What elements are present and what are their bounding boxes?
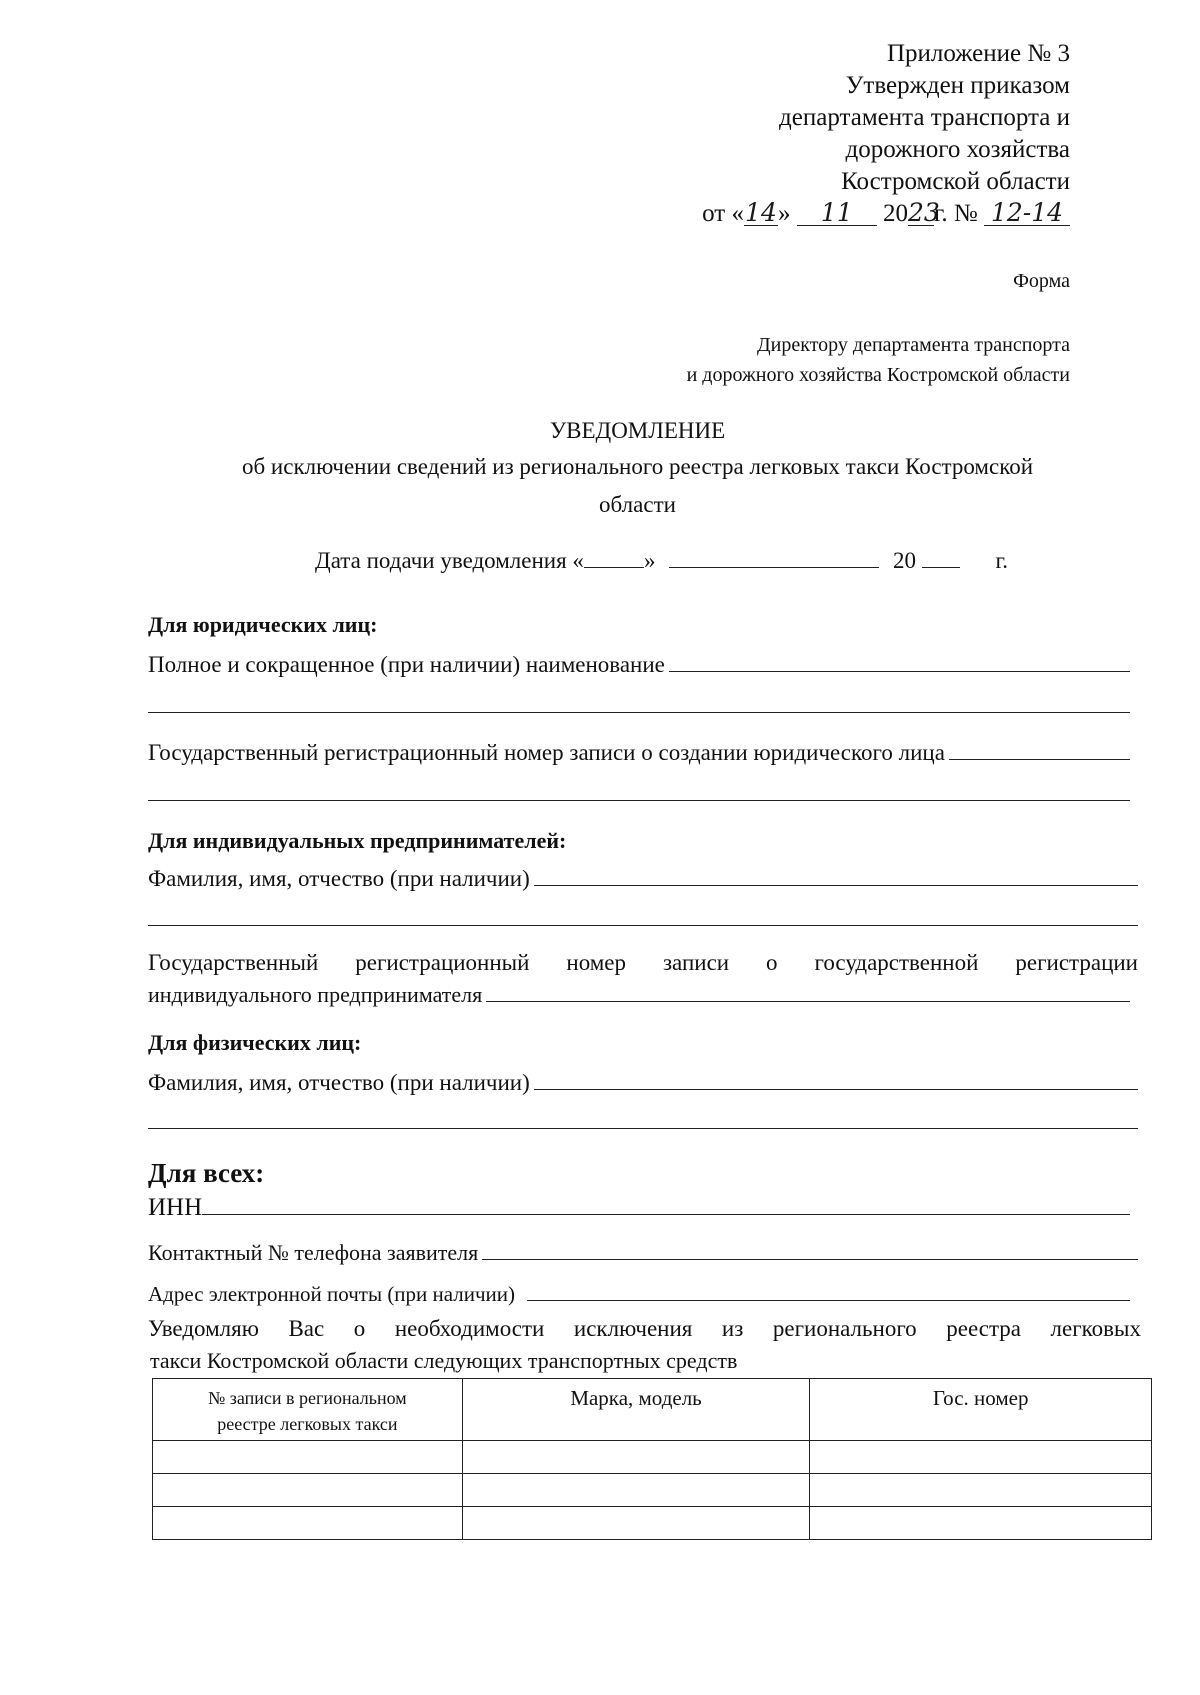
phone-field[interactable] [482,1259,1138,1260]
entrepreneurs-heading: Для индивидуальных предпринимателей: [148,828,567,853]
phone-row: Контактный № телефона заявителя [148,1240,1138,1266]
table-cell-plate[interactable] [810,1441,1152,1474]
addressee-line-2: и дорожного хозяйства Костромской области [686,364,1070,386]
individual-fio-row: Фамилия, имя, отчество (при наличии) [148,1070,1138,1096]
approval-block [702,38,1070,230]
inn-field[interactable] [202,1214,1130,1215]
addressee [687,330,1070,390]
table-cell-registry-number[interactable] [153,1441,463,1474]
appendix-number: Приложение № 3 [886,40,1070,67]
individual-fio-field[interactable] [534,1089,1138,1090]
order-number: 12-14 [984,201,1070,226]
table-header-row [153,1379,1152,1441]
legal-ogrn-row: Государственный регистрационный номер записи о создании юридического лица [148,740,1130,766]
order-month: 11 [797,201,877,226]
submission-day-field[interactable] [584,567,644,568]
table-cell-plate[interactable] [810,1474,1152,1507]
vehicles-table [152,1378,1152,1540]
inn-row: ИНН [148,1194,1130,1222]
notice-line-1: Уведомляю Вас о необходимости исключения из регионального реестра легковых [148,1316,1141,1341]
email-row: Адрес электронной почты (при наличии) [148,1282,1130,1307]
notice-line-2: такси Костромской области следующих транспортных средств [150,1348,738,1373]
entrepreneur-ogrnip-row: индивидуального предпринимателя [148,982,1130,1008]
table-cell-plate[interactable] [810,1507,1152,1540]
table-cell-make-model[interactable] [462,1474,810,1507]
legal-name-field-continuation[interactable] [148,712,1130,713]
legal-name-field[interactable] [669,671,1130,672]
order-day: 14 [745,198,777,227]
legal-entities-heading: Для юридических лиц: [148,612,378,637]
table-cell-make-model[interactable] [462,1441,810,1474]
entrepreneur-fio-field[interactable] [534,885,1138,886]
table-cell-make-model[interactable] [462,1507,810,1540]
form-label: Форма [1013,270,1070,292]
column-header-plate: Гос. номер [810,1379,1152,1441]
table-cell-registry-number[interactable] [153,1474,463,1507]
individual-fio-field-continuation[interactable] [148,1128,1138,1129]
entrepreneur-fio-row: Фамилия, имя, отчество (при наличии) [148,866,1138,892]
department-line-1: департамента транспорта и [779,104,1070,131]
individuals-heading: Для физических лиц: [148,1030,362,1055]
department-line-2: дорожного хозяйства [845,136,1070,163]
submission-year-field[interactable] [922,567,960,568]
document-subtitle: об исключении сведений из регионального реестра легковых такси Костромской области [241,454,1034,517]
order-line: от «14» 11 2023г. № 12-14 [702,198,1070,230]
table-row [153,1474,1152,1507]
email-field[interactable] [527,1300,1130,1301]
document-title: УВЕДОМЛЕНИЕ [549,418,726,443]
region: Костромской области [841,168,1070,195]
table-row [153,1507,1152,1540]
submission-month-field[interactable] [669,567,879,568]
addressee-line-1: Директору департамента транспорта [757,334,1070,356]
legal-ogrn-field[interactable] [949,759,1130,760]
legal-ogrn-field-continuation[interactable] [148,800,1130,801]
entrepreneur-fio-field-continuation[interactable] [148,925,1138,926]
column-header-registry-number: № записи в региональном реестре легковых такси [153,1379,463,1441]
order-year: 23 [907,198,940,227]
entrepreneur-ogrnip-field[interactable] [486,1001,1130,1002]
legal-name-row: Полное и сокращенное (при наличии) наименование [148,652,1130,678]
table-row [153,1441,1152,1474]
submission-date: Дата подачи уведомления « » 20 г. [315,548,1009,573]
all-heading: Для всех: [148,1158,265,1188]
entrepreneur-ogrnip-label-line-1: Государственный регистрационный номер записи о государственной регистрации [148,950,1138,975]
column-header-make-model: Марка, модель [462,1379,810,1441]
approved-by: Утвержден приказом [845,72,1070,99]
table-cell-registry-number[interactable] [153,1507,463,1540]
